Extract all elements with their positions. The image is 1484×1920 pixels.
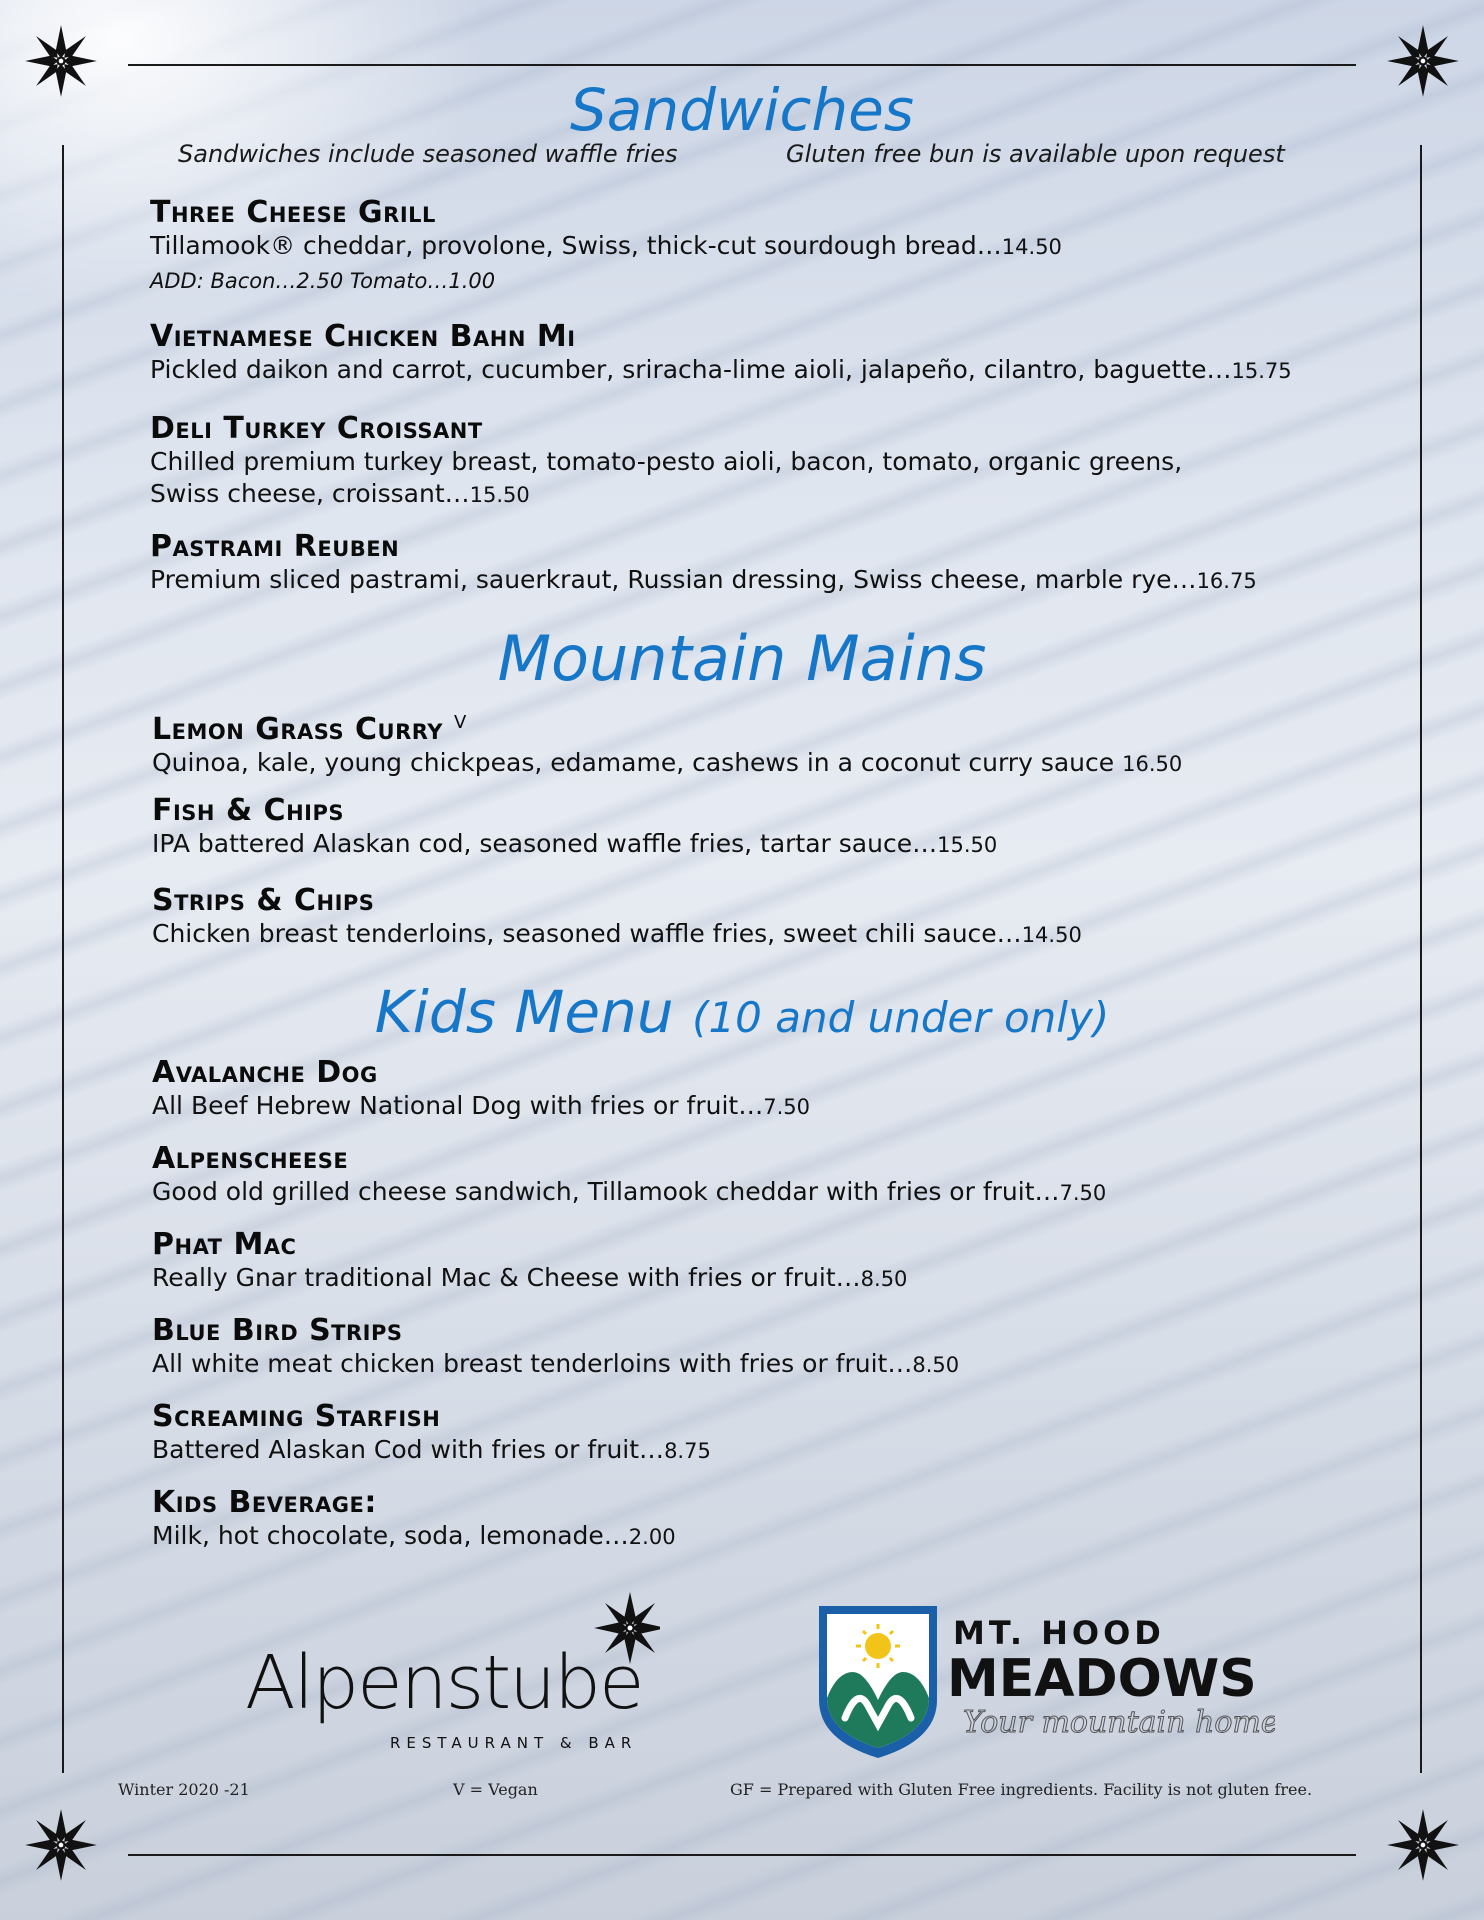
item-desc-text: Chicken breast tenderloins, seasoned waffle fries, sweet chili sauce…: [152, 919, 1022, 948]
kids-menu-title-text: Kids Menu: [374, 978, 674, 1046]
item-desc-text: All Beef Hebrew National Dog with fries or fruit…: [152, 1091, 764, 1120]
item-name: Three Cheese Grill: [150, 195, 436, 230]
item-description: [152, 1434, 1352, 1467]
kids-menu-title: [0, 978, 1484, 1046]
mt-hood-tagline: Your mountain home: [963, 1705, 1275, 1740]
item-name: Pastrami Reuben: [150, 529, 400, 564]
item-description: [152, 747, 1352, 780]
item-desc-text: Tillamook® cheddar, provolone, Swiss, thick-cut sourdough bread…: [150, 231, 1002, 260]
menu-item-bahn-mi: [150, 320, 1350, 387]
alpenstube-tagline: RESTAURANT & BAR: [390, 1734, 638, 1752]
item-description: [152, 1176, 1352, 1209]
left-rule: [62, 145, 64, 1773]
menu-item-phat-mac: [152, 1228, 1352, 1295]
mt-hood-meadows-logo: [815, 1600, 1275, 1760]
bottom-rule: [128, 1854, 1356, 1856]
snowflake-icon-bottom-left: [22, 1806, 100, 1884]
mountain-mains-title: Mountain Mains: [497, 622, 987, 695]
item-name: Strips & Chips: [152, 883, 375, 918]
menu-item-deli-turkey-croissant: [150, 412, 1350, 511]
item-name: Screaming Starfish: [152, 1399, 441, 1434]
item-description: [150, 354, 1350, 387]
item-price: 16.50: [1122, 752, 1183, 776]
item-name: Avalanche Dog: [152, 1055, 378, 1090]
item-desc-text: Premium sliced pastrami, sauerkraut, Russian dressing, Swiss cheese, marble rye…: [150, 565, 1197, 594]
menu-item-lemon-grass-curry: [152, 706, 1352, 780]
item-desc-text: Swiss cheese, croissant…: [150, 479, 470, 508]
item-desc-text: Really Gnar traditional Mac & Cheese with fries or fruit…: [152, 1263, 861, 1292]
item-price: 8.50: [912, 1353, 960, 1377]
mt-hood-line2: MEADOWS: [947, 1649, 1257, 1709]
vegan-mark: V: [453, 712, 467, 733]
item-price: 8.75: [664, 1439, 711, 1463]
sandwiches-note-fries: Sandwiches include seasoned waffle fries: [178, 140, 678, 168]
footer-gluten-free-key: GF = Prepared with Gluten Free ingredients. Facility is not gluten free.: [730, 1780, 1313, 1799]
item-price: 14.50: [1001, 235, 1062, 259]
item-addons: ADD: Bacon…2.50 Tomato…1.00: [150, 269, 496, 293]
snowflake-icon-bottom-right: [1384, 1806, 1462, 1884]
item-name: Vietnamese Chicken Bahn Mi: [150, 319, 576, 354]
item-price: 14.50: [1021, 923, 1082, 947]
menu-item-avalanche-dog: [152, 1056, 1352, 1123]
menu-item-fish-and-chips: [152, 794, 1352, 861]
item-name: Kids Beverage:: [152, 1485, 377, 1520]
item-desc-text: Milk, hot chocolate, soda, lemonade…: [152, 1521, 629, 1550]
menu-item-alpenscheese: [152, 1142, 1352, 1209]
menu-item-strips-and-chips: [152, 884, 1352, 951]
footer-season: Winter 2020 -21: [118, 1780, 250, 1799]
top-rule: [128, 64, 1356, 66]
item-name: Phat Mac: [152, 1227, 297, 1262]
item-desc-text: Quinoa, kale, young chickpeas, edamame, cashews in a coconut curry sauce: [152, 748, 1123, 777]
item-desc-text: IPA battered Alaskan cod, seasoned waffle fries, tartar sauce…: [152, 829, 938, 858]
item-description: [152, 828, 1352, 861]
item-description: [152, 1262, 1352, 1295]
item-price: 15.75: [1231, 359, 1292, 383]
item-description: [152, 1090, 1352, 1123]
item-name: Fish & Chips: [152, 793, 344, 828]
sandwiches-note-gluten-free: Gluten free bun is available upon request: [786, 140, 1285, 168]
item-price: 15.50: [469, 483, 530, 507]
menu-item-three-cheese-grill: [150, 196, 1350, 297]
item-description: [150, 230, 1350, 263]
menu-item-screaming-starfish: [152, 1400, 1352, 1467]
item-price: 16.75: [1196, 569, 1257, 593]
menu-item-blue-bird-strips: [152, 1314, 1352, 1381]
item-price: 2.00: [628, 1525, 676, 1549]
alpenstube-logo: [240, 1590, 660, 1760]
item-price: 7.50: [763, 1095, 810, 1119]
menu-item-pastrami-reuben: [150, 530, 1350, 597]
item-desc-text: Battered Alaskan Cod with fries or fruit…: [152, 1435, 665, 1464]
item-description: [152, 1348, 1352, 1381]
item-desc-text: All white meat chicken breast tenderloins with fries or fruit…: [152, 1349, 913, 1378]
item-description-line1: Chilled premium turkey breast, tomato-pesto aioli, bacon, tomato, organic greens,: [150, 447, 1183, 476]
item-description: [150, 564, 1350, 597]
item-price: 7.50: [1059, 1181, 1107, 1205]
item-name-row: [152, 706, 1352, 747]
item-description: [152, 918, 1352, 951]
item-name: Lemon Grass Curry: [152, 712, 443, 747]
kids-menu-subtitle: (10 and under only): [692, 993, 1110, 1042]
item-price: 15.50: [937, 833, 998, 857]
footer-vegan-key: V = Vegan: [453, 1780, 538, 1799]
alpenstube-wordmark: Alpenstube: [245, 1640, 643, 1726]
item-desc-text: Good old grilled cheese sandwich, Tillamook cheddar with fries or fruit…: [152, 1177, 1060, 1206]
item-description: [152, 1520, 1352, 1553]
mountain-shield-icon: [819, 1606, 937, 1758]
menu-item-kids-beverage: [152, 1486, 1352, 1553]
right-rule: [1420, 145, 1422, 1773]
item-price: 8.50: [860, 1267, 908, 1291]
item-name: Blue Bird Strips: [152, 1313, 403, 1348]
item-name: Alpenscheese: [152, 1141, 349, 1176]
mt-hood-line1: MT. HOOD: [953, 1614, 1165, 1652]
item-description-line2: [150, 478, 1350, 511]
item-name: Deli Turkey Croissant: [150, 411, 483, 446]
sandwiches-title: Sandwiches: [569, 76, 915, 144]
item-desc-text: Pickled daikon and carrot, cucumber, sriracha-lime aioli, jalapeño, cilantro, baguette…: [150, 355, 1232, 384]
